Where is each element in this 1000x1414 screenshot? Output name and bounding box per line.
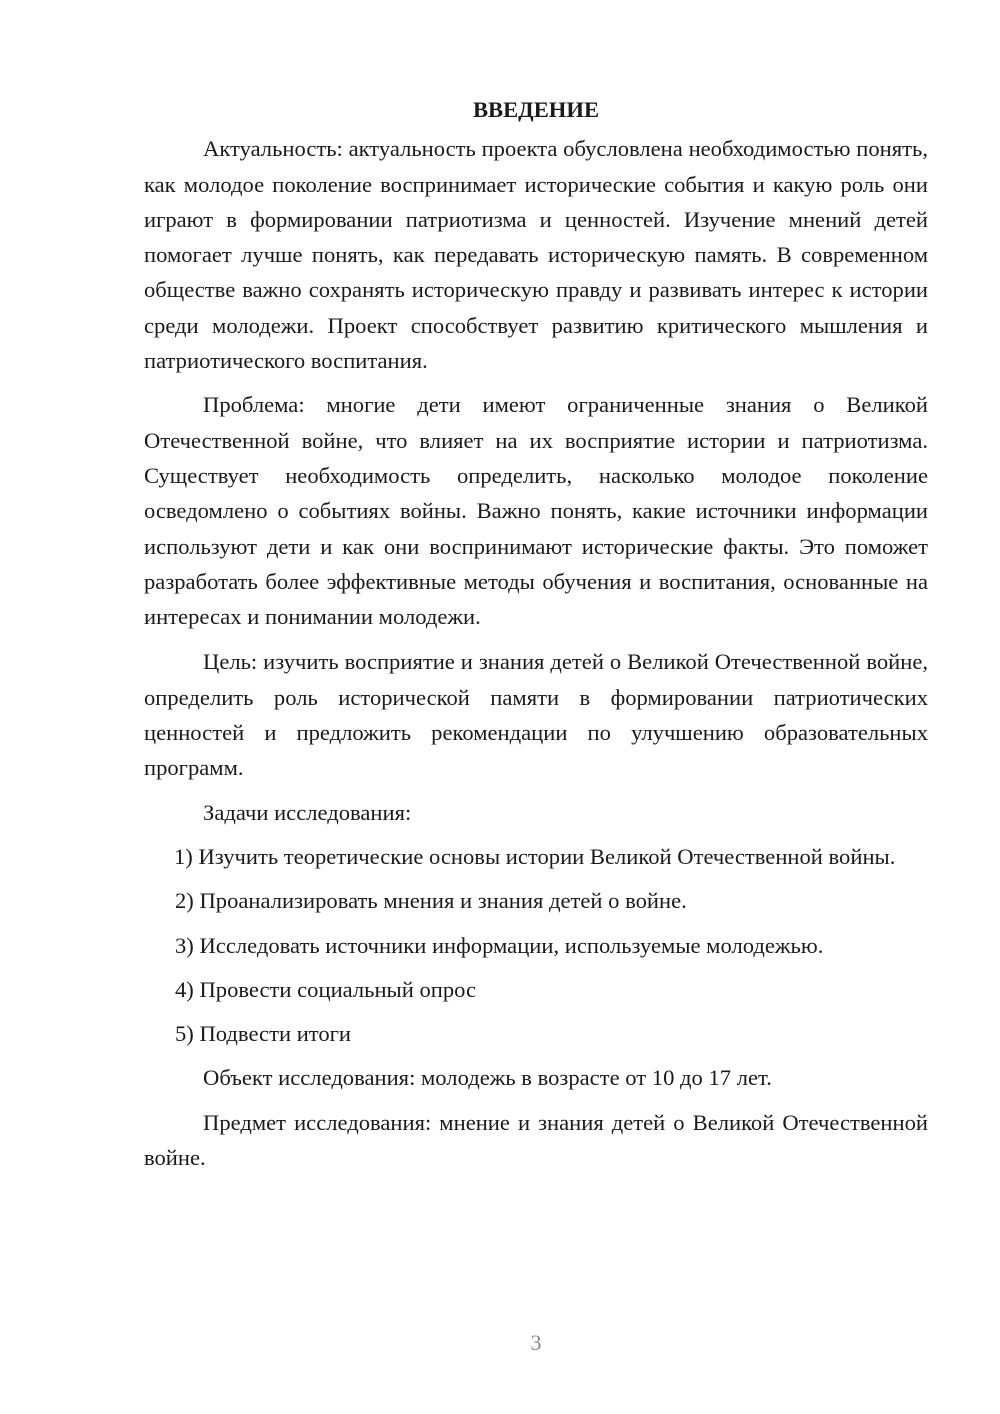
page-number: 3	[530, 1330, 542, 1355]
page-title: ВВЕДЕНИЕ	[472, 97, 600, 122]
problem-paragraph: Проблема: многие дети имеют ограниченные знания о Великой Отечественной войне, что влияет на их восприятие истории и патриотизма. Существует необходимость определить, насколько молодое поколение осведомлено о событиях войны. Важно понять, какие источники информации используют дети и как они воспринимают исторические факты. Это поможет разработать более эффективные методы обучения и воспитания, основанные на интересах и понимании молодежи.	[144, 392, 928, 630]
relevance-paragraph: Актуальность: актуальность проекта обусловлена необходимостью понять, как молодое поколение воспринимает исторические события и какую роль они играют в формировании патриотизма и ценностей. Изучение мнений детей помогает лучше понять, как передавать историческую память. В современном обществе важно сохранять историческую правду и развивать интерес к истории среди молодежи. Проект способствует развитию критического мышления и патриотического воспитания.	[144, 136, 928, 374]
task-item-3: 3) Исследовать источники информации, используемые молодежью.	[175, 932, 824, 958]
goal-paragraph: Цель: изучить восприятие и знания детей о Великой Отечественной войне, определить роль исторической памяти в формировании патриотических ценностей и предложить рекомендации по улучшению образовательных программ.	[144, 649, 928, 781]
task-item-1: 1) Изучить теоретические основы истории Великой Отечественной войны.	[174, 843, 896, 869]
task-item-4: 4) Провести социальный опрос	[175, 976, 477, 1002]
object-paragraph: Объект исследования: молодежь в возрасте от 10 до 17 лет.	[203, 1065, 772, 1091]
task-item-5: 5) Подвести итоги	[175, 1021, 352, 1047]
task-item-2: 2) Проанализировать мнения и знания детей о войне.	[175, 888, 687, 914]
subject-paragraph: Предмет исследования: мнение и знания детей о Великой Отечественной войне.	[144, 1109, 928, 1171]
tasks-heading: Задачи исследования:	[203, 799, 412, 825]
page-content	[144, 92, 928, 1175]
